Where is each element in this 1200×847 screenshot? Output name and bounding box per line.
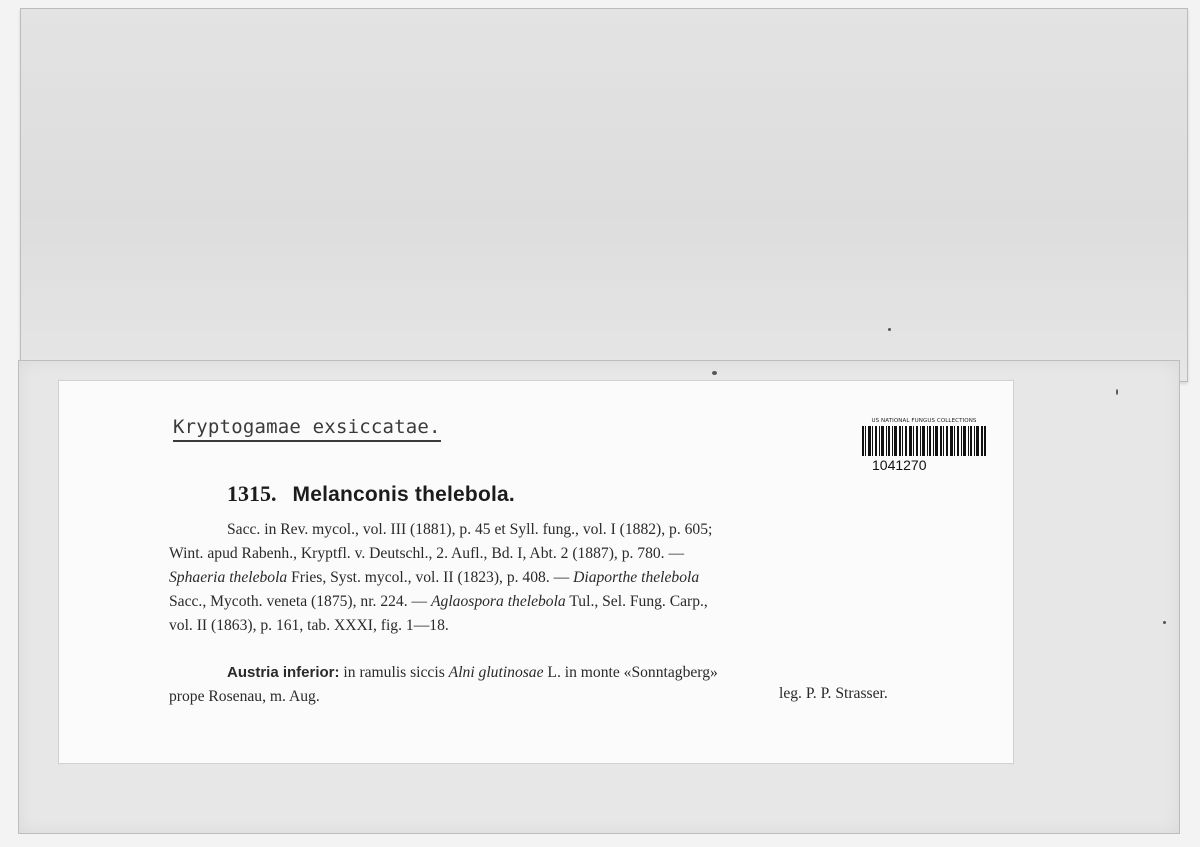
reference-text: Fries, Syst. mycol., vol. II (1823), p. 408. — [287,569,574,586]
envelope-flap [20,8,1188,382]
reference-line: vol. II (1863), p. 161, tab. XXXI, fig. 1—18. [169,617,449,634]
reference-line [169,590,979,614]
synonym-name: Aglaospora thelebola [431,593,566,610]
barcode-image [860,426,988,456]
species-heading [227,481,515,507]
locality-line [169,661,979,685]
locality-region: Austria inferior: [227,664,340,681]
paper-speck [1163,621,1166,624]
reference-text: Tul., Sel. Fung. Carp., [565,593,708,610]
locality-text: L. in monte «Sonntagberg» [543,664,718,681]
paper-speck [888,328,891,331]
series-title: Kryptogamae exsiccatae. [173,416,441,442]
species-name: Melanconis thelebola. [292,483,515,506]
reference-text: Sacc., Mycoth. veneta (1875), nr. 224. — [169,593,432,610]
reference-line: Sacc. in Rev. mycol., vol. III (1881), p. 45 et Syll. fung., vol. I (1882), p. 605; [227,521,713,538]
paper-speck [1116,389,1118,395]
reference-line: Wint. apud Rabenh., Kryptfl. v. Deutschl., 2. Aufl., Bd. I, Abt. 2 (1887), p. 780. — [169,545,685,562]
locality-line: prope Rosenau, m. Aug. [169,688,320,705]
references [169,518,979,638]
barcode-number: 1041270 [872,457,927,473]
reference-line [169,566,979,590]
barcode-block [854,418,994,482]
collector: leg. P. P. Strasser. [779,685,888,702]
specimen-label [58,380,1014,764]
host-name: Alni glutinosae [448,664,544,681]
paper-speck [712,371,717,375]
locality-text: in ramulis siccis [339,664,449,681]
exsiccata-number: 1315. [227,481,277,506]
synonym-name: Diaporthe thelebola [573,569,700,586]
synonym-name: Sphaeria thelebola [169,569,288,586]
barcode-header: US NATIONAL FUNGUS COLLECTIONS [871,418,977,424]
